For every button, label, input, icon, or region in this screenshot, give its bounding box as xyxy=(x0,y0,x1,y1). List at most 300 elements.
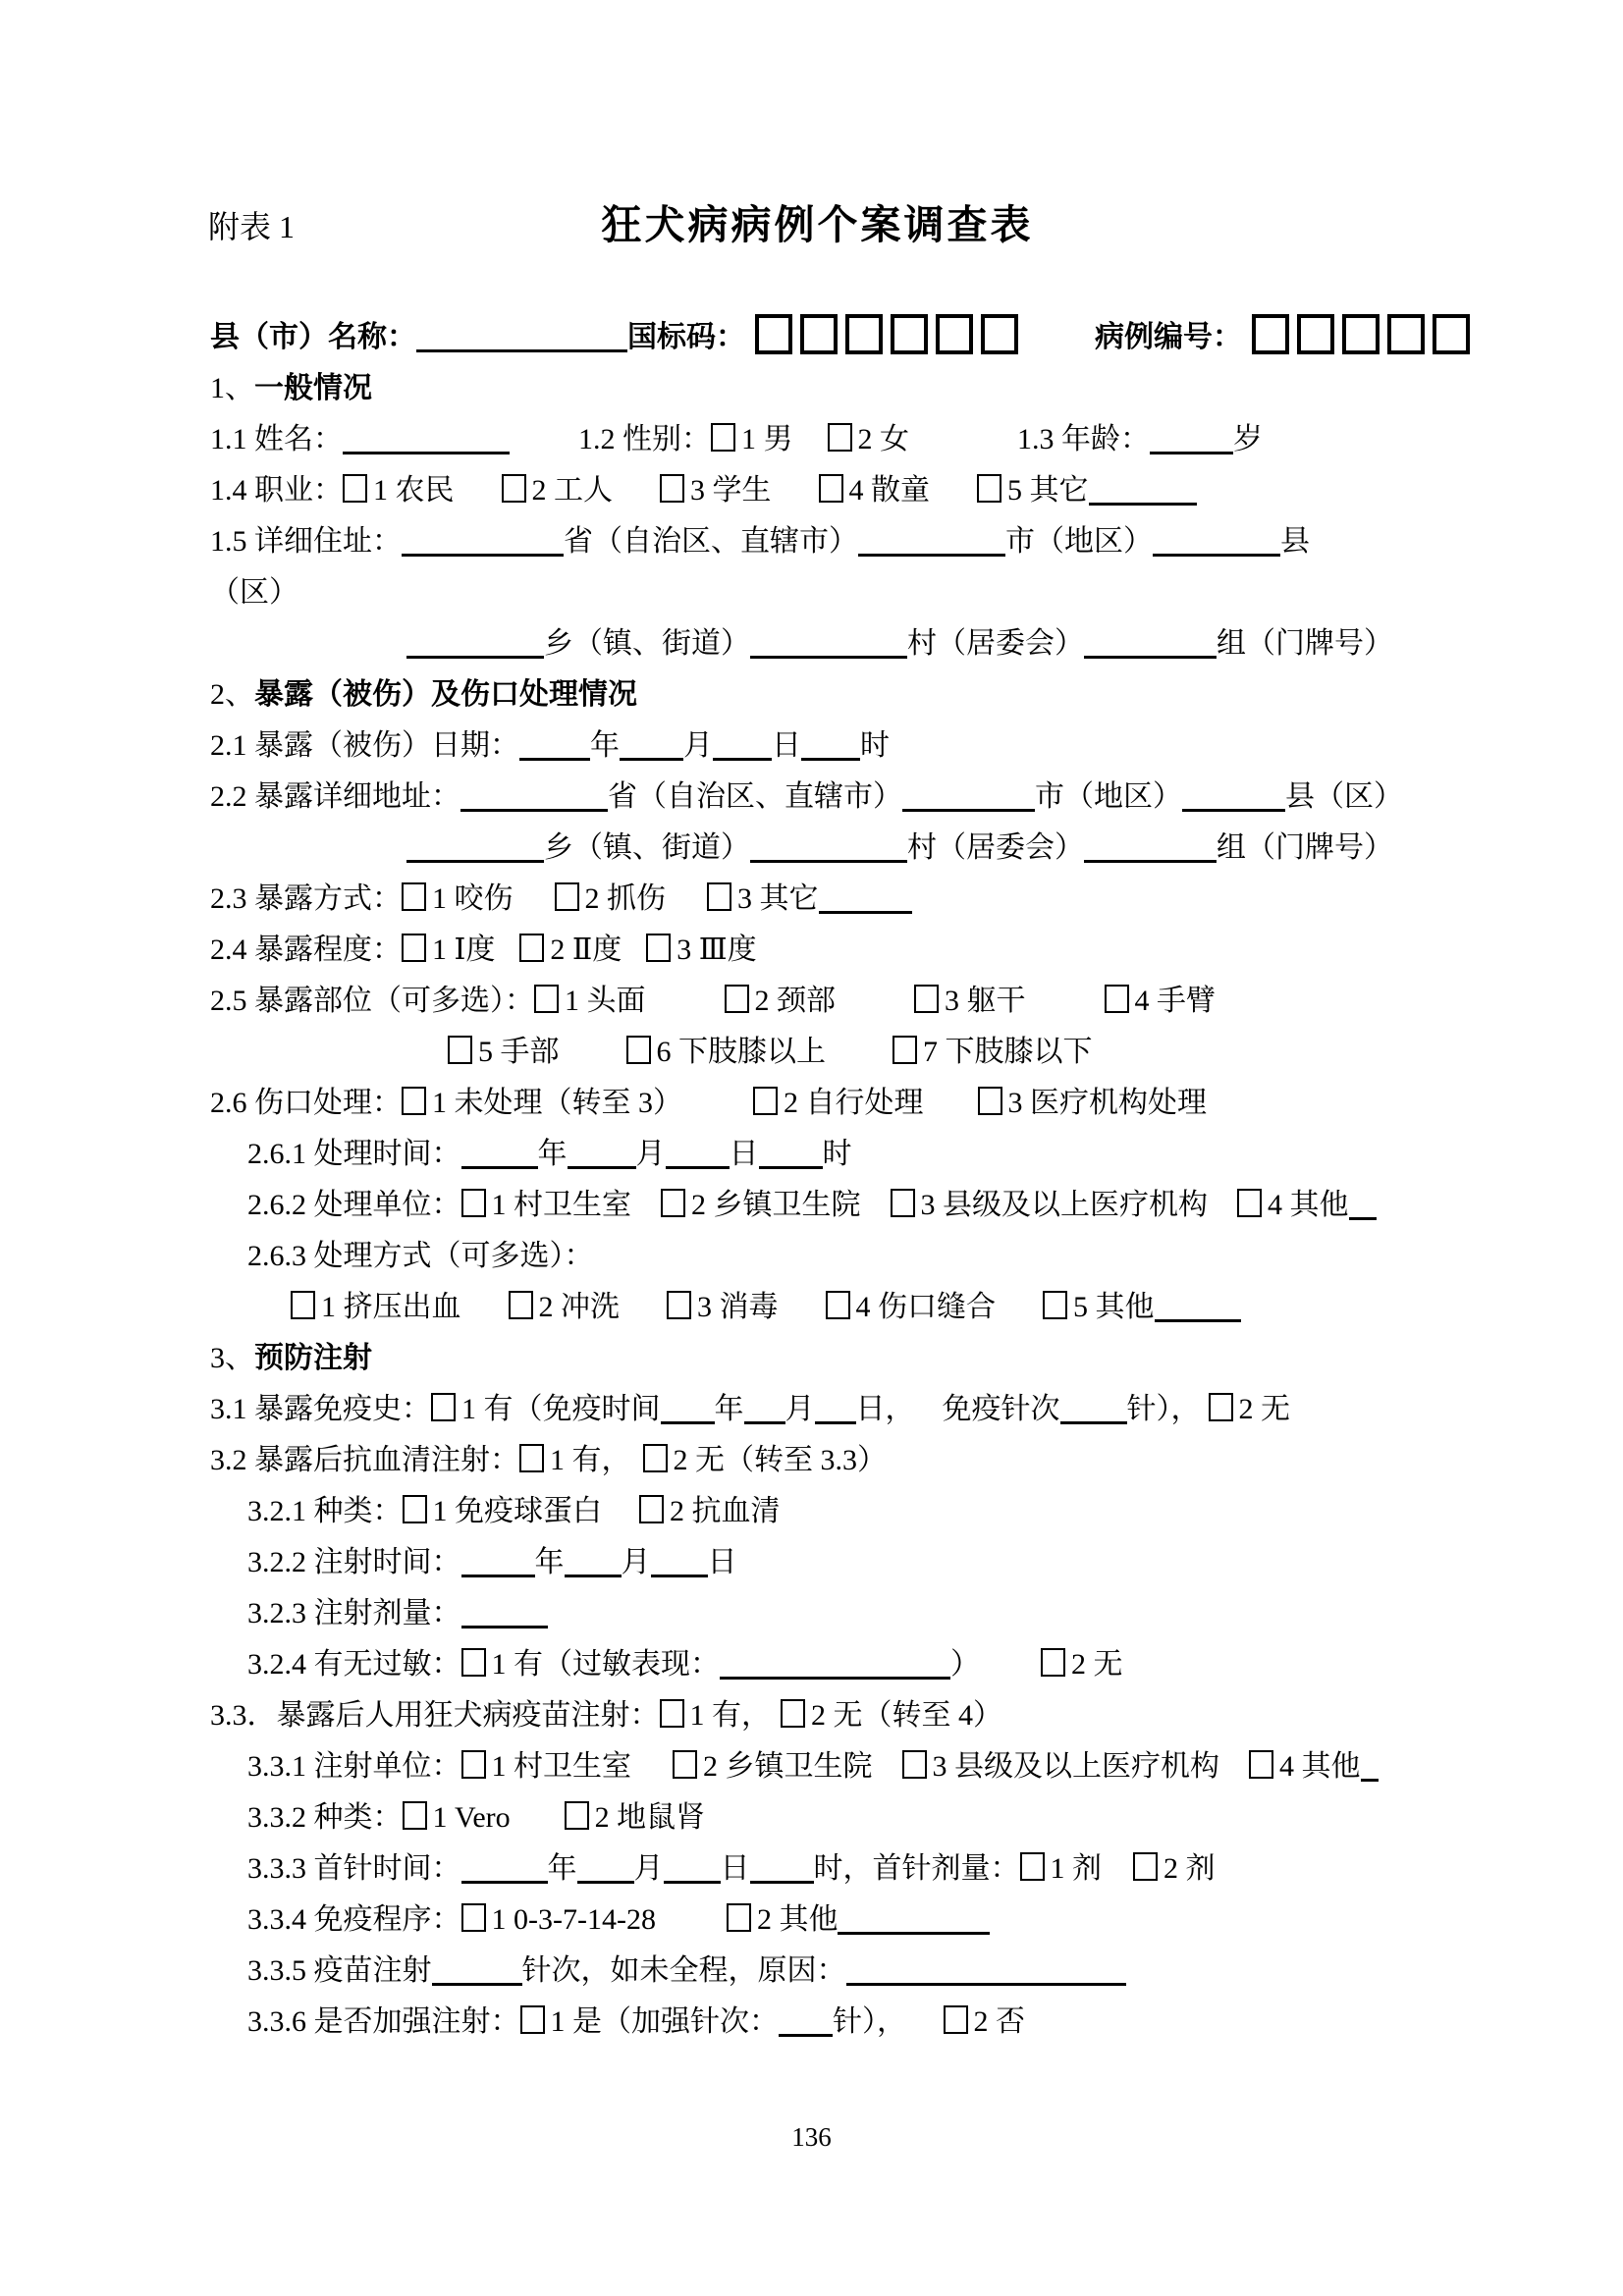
form-line-3.3.4 xyxy=(247,1895,1428,1946)
checkbox-icon[interactable] xyxy=(509,1291,533,1319)
label: 2.6.1 处理时间： xyxy=(247,1138,461,1170)
checkbox-label: 2 无 xyxy=(1238,1393,1290,1425)
checkbox-label: 2 其他 xyxy=(756,1903,839,1936)
checkbox-option[interactable] xyxy=(828,423,910,455)
checkbox-icon[interactable] xyxy=(646,934,671,962)
form-line-1.5-qu xyxy=(210,567,1428,618)
blank-field[interactable] xyxy=(577,1851,634,1884)
checkbox-option[interactable] xyxy=(914,985,1026,1017)
form-line-2.6.1 xyxy=(247,1129,1428,1180)
label: 免疫针次 xyxy=(942,1393,1060,1425)
code-box[interactable] xyxy=(981,314,1018,354)
checkbox-option[interactable] xyxy=(643,1444,888,1476)
checkbox-option[interactable] xyxy=(565,1801,706,1834)
checkbox-icon[interactable] xyxy=(1041,1648,1065,1677)
checkbox-option[interactable] xyxy=(1249,1750,1361,1783)
label: 年 xyxy=(590,729,620,762)
checkbox-icon[interactable] xyxy=(402,882,426,911)
checkbox-option[interactable] xyxy=(448,1036,560,1068)
checkbox-option[interactable] xyxy=(431,1393,661,1425)
blank-field[interactable] xyxy=(461,1851,548,1884)
label: 病例编号： xyxy=(1095,321,1242,353)
checkbox-icon[interactable] xyxy=(639,1495,664,1523)
label: 2.1 暴露（被伤）日期： xyxy=(210,729,519,762)
checkbox-label: 3 消毒 xyxy=(697,1291,779,1323)
checkbox-option[interactable] xyxy=(891,1189,1209,1221)
checkbox-option[interactable] xyxy=(534,985,646,1017)
checkbox-label: 4 伤口缝合 xyxy=(855,1291,996,1323)
checkbox-option[interactable] xyxy=(509,1291,621,1323)
checkbox-label: 2 抗血清 xyxy=(670,1495,781,1527)
checkbox-icon[interactable] xyxy=(1020,1852,1045,1881)
label: 2.2 暴露详细地址： xyxy=(210,780,460,813)
checkbox-icon[interactable] xyxy=(461,1903,486,1932)
checkbox-label: 1 咬伤 xyxy=(432,882,514,915)
checkbox-icon[interactable] xyxy=(461,1189,486,1217)
blank-field[interactable] xyxy=(1182,779,1285,812)
blank-field[interactable] xyxy=(759,1137,823,1169)
label: 3.3.1 注射单位： xyxy=(247,1750,461,1783)
label: 3、 xyxy=(210,1342,254,1374)
checkbox-option[interactable] xyxy=(819,474,931,507)
checkbox-icon[interactable] xyxy=(781,1699,805,1728)
blank-field[interactable] xyxy=(1084,626,1217,659)
code-box[interactable] xyxy=(1297,314,1334,354)
checkbox-label: 1 村卫生室 xyxy=(491,1750,631,1783)
label: 年 xyxy=(547,1852,577,1885)
form-line-2.4 xyxy=(210,925,1428,976)
checkbox-label: 2 工人 xyxy=(531,474,613,507)
checkbox-label: 5 手部 xyxy=(478,1036,560,1068)
label: 时 xyxy=(822,1138,852,1170)
checkbox-icon[interactable] xyxy=(711,423,735,452)
label: 省（自治区、直辖市） xyxy=(608,780,902,813)
checkbox-icon[interactable] xyxy=(826,1291,850,1319)
label: 时 xyxy=(860,729,890,762)
label: 月 xyxy=(633,1852,664,1885)
checkbox-icon[interactable] xyxy=(643,1444,668,1472)
checkbox-option[interactable] xyxy=(291,1291,461,1323)
label: 县（区） xyxy=(1285,780,1403,813)
code-box-group xyxy=(755,314,1026,371)
label: 3.3.5 疫苗注射 xyxy=(247,1954,432,1987)
checkbox-option[interactable] xyxy=(1237,1189,1349,1221)
checkbox-icon[interactable] xyxy=(914,985,939,1013)
code-box[interactable] xyxy=(891,314,928,354)
code-box[interactable] xyxy=(1387,314,1425,354)
label: 日 xyxy=(729,1138,759,1170)
label: 2.6 伤口处理： xyxy=(210,1087,402,1119)
blank-field[interactable] xyxy=(406,626,544,659)
checkbox-option[interactable] xyxy=(520,2005,780,2038)
blank-field[interactable] xyxy=(343,422,510,454)
checkbox-option[interactable] xyxy=(781,1699,1002,1732)
page-title: 狂犬病病例个案调查表 xyxy=(601,202,1034,247)
checkbox-option[interactable] xyxy=(660,1699,772,1732)
form-line-3.3.5 xyxy=(247,1946,1428,1997)
checkbox-option[interactable] xyxy=(402,882,514,915)
checkbox-icon[interactable] xyxy=(891,1189,915,1217)
label: 1.4 职业： xyxy=(210,474,343,507)
checkbox-label: 5 其它 xyxy=(1007,474,1089,507)
checkbox-option[interactable] xyxy=(725,985,837,1017)
checkbox-option[interactable] xyxy=(519,934,622,966)
checkbox-icon[interactable] xyxy=(565,1801,589,1830)
code-box[interactable] xyxy=(845,314,883,354)
checkbox-label: 3 医疗机构处理 xyxy=(1007,1087,1207,1119)
label: 3.2.4 有无过敏： xyxy=(247,1648,461,1681)
checkbox-option[interactable] xyxy=(711,423,793,455)
checkbox-icon[interactable] xyxy=(343,474,367,503)
label: 一般情况 xyxy=(254,372,372,404)
label: 日 xyxy=(772,729,801,762)
code-box-group xyxy=(1252,314,1478,371)
checkbox-icon[interactable] xyxy=(673,1750,697,1779)
label: 时，首针剂量： xyxy=(813,1852,1020,1885)
blank-field[interactable] xyxy=(461,1545,535,1577)
form-line-3.3 xyxy=(210,1690,1428,1741)
label: 日， xyxy=(855,1393,915,1425)
blank-field[interactable] xyxy=(1155,1290,1241,1322)
checkbox-label: 2 Ⅱ度 xyxy=(550,934,622,966)
label: 省（自治区、直辖市） xyxy=(564,525,858,558)
checkbox-label: 1 挤压出血 xyxy=(321,1291,461,1323)
form-line-2.2 xyxy=(210,772,1428,823)
form-line-2.6.2 xyxy=(247,1180,1428,1231)
form-line-3.3.1 xyxy=(247,1741,1428,1792)
checkbox-icon[interactable] xyxy=(402,1087,426,1115)
checkbox-option[interactable] xyxy=(753,1087,924,1119)
checkbox-option[interactable] xyxy=(461,1648,721,1681)
title-bar xyxy=(208,192,1427,255)
form-line-2.6.3 xyxy=(247,1231,1428,1282)
checkbox-icon[interactable] xyxy=(403,1801,427,1830)
label: 针）， xyxy=(1126,1393,1201,1425)
form-line-3.3.3 xyxy=(247,1843,1428,1895)
checkbox-option[interactable] xyxy=(727,1903,839,1936)
checkbox-label: 5 其他 xyxy=(1073,1291,1155,1323)
checkbox-icon[interactable] xyxy=(448,1036,472,1064)
form-line-3.2.2 xyxy=(247,1537,1428,1588)
checkbox-icon[interactable] xyxy=(1133,1852,1158,1881)
checkbox-label: 3 其它 xyxy=(737,882,819,915)
label: 3.2.2 注射时间： xyxy=(247,1546,461,1578)
label: 日 xyxy=(707,1546,737,1578)
form-line-section-3 xyxy=(210,1333,1428,1384)
form-line-1.5-line2 xyxy=(406,618,1428,669)
checkbox-label: 1 有， xyxy=(689,1699,771,1732)
checkbox-option[interactable] xyxy=(902,1750,1220,1783)
checkbox-icon[interactable] xyxy=(707,882,731,911)
checkbox-label: 2 女 xyxy=(857,423,909,455)
checkbox-icon[interactable] xyxy=(661,1189,685,1217)
checkbox-option[interactable] xyxy=(978,1087,1208,1119)
checkbox-label: 1 男 xyxy=(741,423,793,455)
blank-field[interactable] xyxy=(1089,473,1197,506)
checkbox-label: 1 是（加强针次： xyxy=(550,2005,779,2038)
blank-field[interactable] xyxy=(568,1137,636,1169)
label: 3.3.2 种类： xyxy=(247,1801,403,1834)
label: 针）， xyxy=(833,2005,914,2038)
form-line-3.2.1 xyxy=(247,1486,1428,1537)
blank-field[interactable] xyxy=(846,1953,1126,1986)
checkbox-option[interactable] xyxy=(403,1801,511,1834)
checkbox-icon[interactable] xyxy=(944,2005,968,2034)
checkbox-label: 2 抓伤 xyxy=(584,882,666,915)
label: 年 xyxy=(537,1138,568,1170)
checkbox-label: 4 散童 xyxy=(848,474,930,507)
checkbox-icon[interactable] xyxy=(520,2005,545,2034)
label: 针次，如未全程，原因： xyxy=(521,1954,846,1987)
checkbox-option[interactable] xyxy=(1043,1291,1155,1323)
label: 年 xyxy=(714,1393,744,1425)
blank-field[interactable] xyxy=(1361,1749,1379,1782)
blank-field[interactable] xyxy=(750,1851,814,1884)
checkbox-icon[interactable] xyxy=(1105,985,1129,1013)
checkbox-icon[interactable] xyxy=(753,1087,778,1115)
checkbox-icon[interactable] xyxy=(1237,1189,1262,1217)
checkbox-icon[interactable] xyxy=(534,985,559,1013)
checkbox-option[interactable] xyxy=(661,1189,861,1221)
checkbox-label: 1 Ⅰ度 xyxy=(432,934,496,966)
page-number: 136 xyxy=(791,2122,832,2152)
checkbox-option[interactable] xyxy=(660,474,772,507)
blank-field[interactable] xyxy=(1150,422,1233,454)
checkbox-label: 3 学生 xyxy=(690,474,772,507)
label: 组（门牌号） xyxy=(1217,831,1393,864)
checkbox-icon[interactable] xyxy=(555,882,579,911)
form-line-3.2 xyxy=(210,1435,1428,1486)
checkbox-label: 1 未处理（转至 3） xyxy=(432,1087,682,1119)
blank-field[interactable] xyxy=(402,524,564,557)
form-line-3.3.2 xyxy=(247,1792,1428,1843)
checkbox-option[interactable] xyxy=(343,474,455,507)
checkbox-option[interactable] xyxy=(555,882,667,915)
checkbox-label: 3 躯干 xyxy=(945,985,1026,1017)
checkbox-option[interactable] xyxy=(646,934,756,966)
checkbox-icon[interactable] xyxy=(660,474,684,503)
blank-field[interactable] xyxy=(779,2004,833,2037)
blank-field[interactable] xyxy=(713,728,772,761)
checkbox-icon[interactable] xyxy=(725,985,749,1013)
checkbox-option[interactable] xyxy=(402,1087,682,1119)
checkbox-option[interactable] xyxy=(1209,1393,1291,1425)
blank-field[interactable] xyxy=(720,1647,950,1680)
label: 市（地区） xyxy=(1035,780,1182,813)
checkbox-icon[interactable] xyxy=(519,1444,544,1472)
blank-field[interactable] xyxy=(744,1392,785,1424)
label: 岁 xyxy=(1233,423,1263,455)
blank-field[interactable] xyxy=(838,1902,990,1935)
checkbox-label: 2 否 xyxy=(973,2005,1025,2038)
label: 年 xyxy=(534,1546,565,1578)
blank-field[interactable] xyxy=(620,728,683,761)
label: 国标码： xyxy=(627,321,745,353)
form-line-2.5 xyxy=(210,976,1428,1027)
checkbox-option[interactable] xyxy=(893,1036,1093,1068)
blank-field[interactable] xyxy=(565,1545,622,1577)
checkbox-label: 1 0-3-7-14-28 xyxy=(491,1903,656,1936)
form-line-3.1 xyxy=(210,1384,1428,1435)
form-line-1.4 xyxy=(210,465,1428,516)
blank-field[interactable] xyxy=(406,830,544,863)
checkbox-icon[interactable] xyxy=(727,1903,751,1932)
form-line-1.1 xyxy=(210,414,1428,465)
blank-field[interactable] xyxy=(666,1137,730,1169)
checkbox-icon[interactable] xyxy=(667,1291,691,1319)
checkbox-label: 4 其他 xyxy=(1279,1750,1361,1783)
checkbox-label: 2 乡镇卫生院 xyxy=(703,1750,873,1783)
blank-field[interactable] xyxy=(461,1137,538,1169)
blank-field[interactable] xyxy=(416,320,627,352)
blank-field[interactable] xyxy=(1349,1188,1377,1220)
label: 3.3.4 免疫程序： xyxy=(247,1903,461,1936)
label: 月 xyxy=(635,1138,666,1170)
label: 3.2 暴露后抗血清注射： xyxy=(210,1444,519,1476)
checkbox-label: 1 Vero xyxy=(432,1801,511,1834)
checkbox-icon[interactable] xyxy=(403,1495,427,1523)
checkbox-label: 2 无（转至 4） xyxy=(811,1699,1002,1732)
checkbox-option[interactable] xyxy=(626,1036,827,1068)
label: 3.2.3 注射剂量： xyxy=(247,1597,461,1629)
blank-field[interactable] xyxy=(461,1596,548,1629)
code-box[interactable] xyxy=(755,314,792,354)
label: 村（居委会） xyxy=(907,627,1084,660)
code-box[interactable] xyxy=(800,314,838,354)
checkbox-option[interactable] xyxy=(673,1750,873,1783)
blank-field[interactable] xyxy=(1153,524,1280,557)
blank-field[interactable] xyxy=(902,779,1035,812)
label: 3.3.6 是否加强注射： xyxy=(247,2005,520,2038)
blank-field[interactable] xyxy=(750,830,907,863)
label: 预防注射 xyxy=(254,1342,372,1374)
form-line-2.6 xyxy=(210,1078,1428,1129)
checkbox-label: 4 其他 xyxy=(1268,1189,1349,1221)
checkbox-option[interactable] xyxy=(502,474,614,507)
checkbox-icon[interactable] xyxy=(431,1393,456,1421)
blank-field[interactable] xyxy=(819,881,912,914)
checkbox-icon[interactable] xyxy=(461,1648,486,1677)
blank-field[interactable] xyxy=(651,1545,708,1577)
label: 乡（镇、街道） xyxy=(544,831,750,864)
appendix-tag: 附表 1 xyxy=(208,209,296,244)
form-line-2.6.3-options xyxy=(291,1282,1428,1333)
label: 3.1 暴露免疫史： xyxy=(210,1393,431,1425)
checkbox-icon[interactable] xyxy=(461,1750,486,1779)
checkbox-icon[interactable] xyxy=(626,1036,651,1064)
blank-field[interactable] xyxy=(460,779,608,812)
code-box[interactable] xyxy=(1433,314,1470,354)
label: 1.3 年龄： xyxy=(1017,423,1150,455)
checkbox-label: 1 有， xyxy=(550,1444,631,1476)
label: 1.2 性别： xyxy=(578,423,711,455)
blank-field[interactable] xyxy=(815,1392,856,1424)
checkbox-label: 1 剂 xyxy=(1050,1852,1102,1885)
checkbox-icon[interactable] xyxy=(291,1291,315,1319)
label: 2.6.3 处理方式（可多选）： xyxy=(247,1240,594,1272)
label: ） xyxy=(950,1648,980,1681)
checkbox-option[interactable] xyxy=(1105,985,1217,1017)
checkbox-icon[interactable] xyxy=(402,934,426,962)
label: 村（居委会） xyxy=(907,831,1084,864)
blank-field[interactable] xyxy=(1060,1392,1127,1424)
form-line-1.5 xyxy=(210,516,1428,567)
blank-field[interactable] xyxy=(664,1851,721,1884)
label: 乡（镇、街道） xyxy=(544,627,750,660)
checkbox-icon[interactable] xyxy=(519,934,544,962)
checkbox-option[interactable] xyxy=(461,1750,632,1783)
checkbox-label: 2 无 xyxy=(1071,1648,1123,1681)
checkbox-icon[interactable] xyxy=(978,1087,1002,1115)
checkbox-option[interactable] xyxy=(1020,1852,1103,1885)
label: 3.3.3 首针时间： xyxy=(247,1852,461,1885)
checkbox-option[interactable] xyxy=(402,934,495,966)
checkbox-label: 2 无（转至 3.3） xyxy=(673,1444,887,1476)
checkbox-label: 1 村卫生室 xyxy=(491,1189,631,1221)
blank-field[interactable] xyxy=(661,1392,715,1424)
checkbox-label: 1 免疫球蛋白 xyxy=(432,1495,602,1527)
checkbox-label: 6 下肢膝以上 xyxy=(656,1036,826,1068)
form-line-2.3 xyxy=(210,874,1428,925)
form-line-3.3.6 xyxy=(247,1997,1428,2048)
blank-field[interactable] xyxy=(432,1953,522,1986)
checkbox-icon[interactable] xyxy=(1043,1291,1067,1319)
checkbox-option[interactable] xyxy=(461,1189,632,1221)
checkbox-option[interactable] xyxy=(977,474,1089,507)
checkbox-option[interactable] xyxy=(1041,1648,1123,1681)
blank-field[interactable] xyxy=(519,728,590,761)
label: （区） xyxy=(210,576,298,609)
checkbox-icon[interactable] xyxy=(893,1036,917,1064)
code-box[interactable] xyxy=(1252,314,1289,354)
checkbox-label: 3 县级及以上医疗机构 xyxy=(920,1189,1208,1221)
checkbox-icon[interactable] xyxy=(660,1699,684,1728)
blank-field[interactable] xyxy=(750,626,907,659)
checkbox-label: 2 颈部 xyxy=(754,985,836,1017)
checkbox-label: 2 自行处理 xyxy=(784,1087,924,1119)
checkbox-option[interactable] xyxy=(707,882,819,915)
checkbox-icon[interactable] xyxy=(1209,1393,1233,1421)
checkbox-option[interactable] xyxy=(944,2005,1026,2038)
checkbox-option[interactable] xyxy=(519,1444,631,1476)
checkbox-icon[interactable] xyxy=(502,474,526,503)
form-line-section-2 xyxy=(210,669,1428,721)
form-body xyxy=(210,312,1428,2048)
code-box[interactable] xyxy=(1342,314,1380,354)
checkbox-icon[interactable] xyxy=(828,423,852,452)
code-box[interactable] xyxy=(936,314,973,354)
checkbox-icon[interactable] xyxy=(1249,1750,1273,1779)
checkbox-option[interactable] xyxy=(826,1291,997,1323)
checkbox-icon[interactable] xyxy=(819,474,843,503)
label: 2.4 暴露程度： xyxy=(210,934,402,966)
checkbox-option[interactable] xyxy=(403,1495,603,1527)
blank-field[interactable] xyxy=(801,728,860,761)
checkbox-icon[interactable] xyxy=(977,474,1001,503)
checkbox-option[interactable] xyxy=(639,1495,781,1527)
checkbox-option[interactable] xyxy=(667,1291,779,1323)
checkbox-label: 3 县级及以上医疗机构 xyxy=(932,1750,1219,1783)
checkbox-option[interactable] xyxy=(1133,1852,1216,1885)
form-line-2.1 xyxy=(210,721,1428,772)
checkbox-option[interactable] xyxy=(461,1903,656,1936)
checkbox-label: 2 冲洗 xyxy=(538,1291,620,1323)
checkbox-label: 1 农民 xyxy=(373,474,455,507)
checkbox-icon[interactable] xyxy=(902,1750,927,1779)
blank-field[interactable] xyxy=(1084,830,1217,863)
label: 暴露（被伤）及伤口处理情况 xyxy=(254,678,637,711)
blank-field[interactable] xyxy=(858,524,1005,557)
